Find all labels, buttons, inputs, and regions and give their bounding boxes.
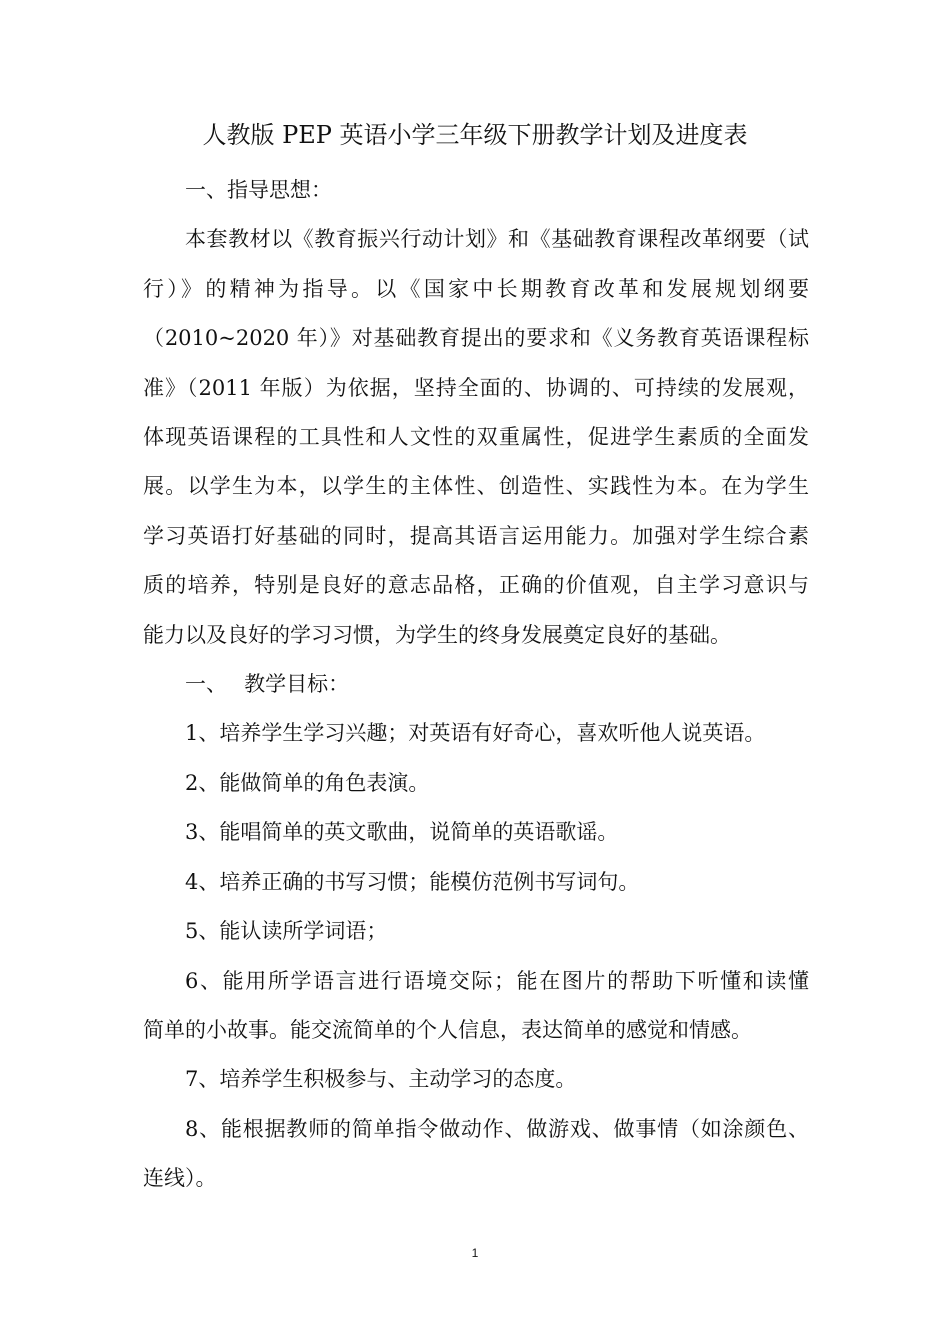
goal-item-line: 6、能用所学语言进行语境交际；能在图片的帮助下听懂和读懂 <box>185 968 809 993</box>
goal-item: 3、能唱简单的英文歌曲，说简单的英语歌谣。 <box>185 820 619 845</box>
paragraph-line: 准》（2011 年版）为依据，坚持全面的、协调的、可持续的发展观， <box>143 375 809 400</box>
paragraph-line: 能力以及良好的学习习惯，为学生的终身发展奠定良好的基础。 <box>143 622 731 647</box>
paragraph-line: （2010~2020 年）》对基础教育提出的要求和《义务教育英语课程标 <box>143 326 809 351</box>
goal-item: 2、能做简单的角色表演。 <box>185 770 430 795</box>
paragraph-line: 质的培养，特别是良好的意志品格，正确的价值观，自主学习意识与 <box>143 573 809 598</box>
paragraph-line: 本套教材以《教育振兴行动计划》和《基础教育课程改革纲要（试 <box>185 227 809 252</box>
page-number: 1 <box>471 1246 479 1260</box>
section-heading-guiding-ideology: 一、指导思想： <box>185 178 332 202</box>
goal-item: 5、能认读所学词语； <box>185 919 388 944</box>
section-heading-teaching-goals: 一、 教学目标： <box>185 672 350 697</box>
goal-item: 1、培养学生学习兴趣；对英语有好奇心，喜欢听他人说英语。 <box>185 721 766 746</box>
document-title: 人教版 PEP 英语小学三年级下册教学计划及进度表 <box>202 121 748 149</box>
goal-item-line: 连线）。 <box>143 1166 217 1191</box>
paragraph-line: 体现英语课程的工具性和人文性的双重属性，促进学生素质的全面发 <box>143 425 809 450</box>
paragraph-line: 行）》的精神为指导。以《国家中长期教育改革和发展规划纲要 <box>143 276 809 301</box>
paragraph-line: 展。以学生为本，以学生的主体性、创造性、实践性为本。在为学生 <box>143 474 809 499</box>
goal-item: 4、培养正确的书写习惯；能模仿范例书写词句。 <box>185 869 640 894</box>
paragraph-line: 学习英语打好基础的同时，提高其语言运用能力。加强对学生综合素 <box>143 523 809 548</box>
document-body <box>143 166 809 1204</box>
goal-item-line: 简单的小故事。能交流简单的个人信息，表达简单的感觉和情感。 <box>143 1017 752 1042</box>
goal-item: 7、培养学生积极参与、主动学习的态度。 <box>185 1067 577 1092</box>
goal-item-line: 8、能根据教师的简单指令做动作、做游戏、做事情（如涂颜色、 <box>185 1116 809 1141</box>
